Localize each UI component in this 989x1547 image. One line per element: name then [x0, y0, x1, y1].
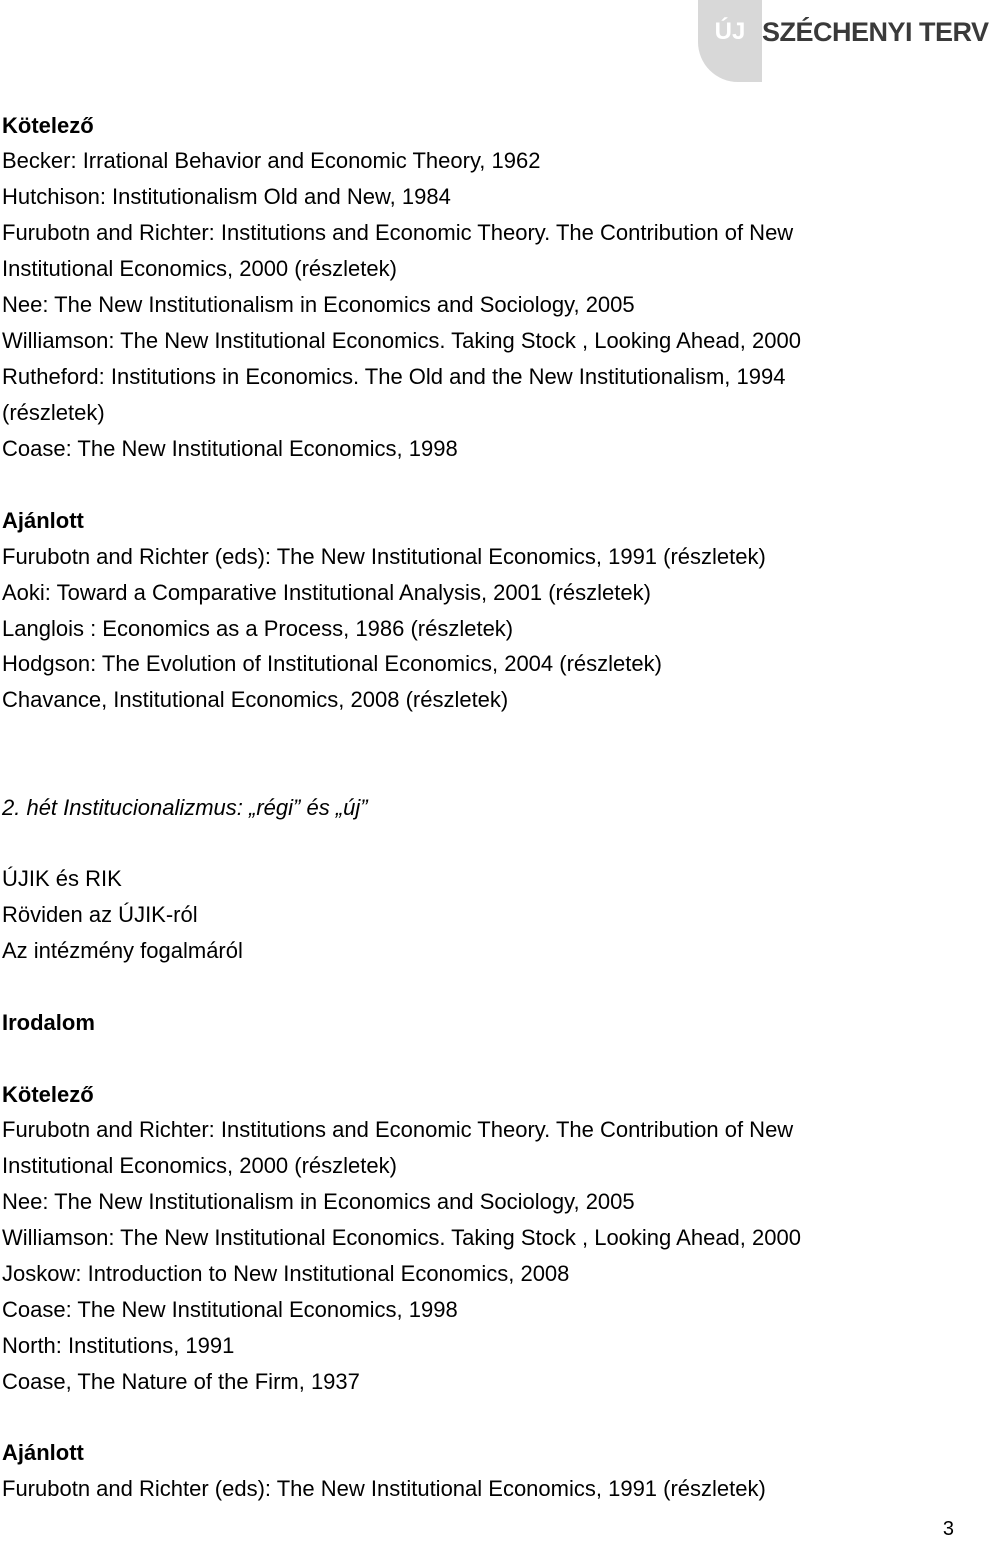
required-item: Furubotn and Richter: Institutions and Economic Theory. The Contribution of New	[2, 1117, 794, 1142]
required-item: Williamson: The New Institutional Economics. Taking Stock , Looking Ahead, 2000	[2, 1225, 801, 1250]
szechenyi-terv-logo	[698, 0, 989, 82]
topic-item: ÚJIK és RIK	[2, 866, 122, 891]
required-item: Coase: The New Institutional Economics, 1998	[2, 436, 458, 461]
recommended-item: Furubotn and Richter (eds): The New Institutional Economics, 1991 (részletek)	[2, 1476, 766, 1501]
topic-item: Röviden az ÚJIK-ról	[2, 902, 198, 927]
topic-item: Az intézmény fogalmáról	[2, 938, 243, 963]
logo-badge	[698, 0, 762, 82]
logo-text: SZÉCHENYI TERV	[762, 17, 989, 47]
required-item: Hutchison: Institutionalism Old and New, 1984	[2, 184, 451, 209]
recommended-item: Hodgson: The Evolution of Institutional Economics, 2004 (részletek)	[2, 651, 662, 676]
required-item: Nee: The New Institutionalism in Economics and Sociology, 2005	[2, 292, 635, 317]
logo-badge-text: ÚJ	[714, 18, 746, 45]
required-heading: Kötelező	[2, 113, 94, 138]
recommended-item: Furubotn and Richter (eds): The New Institutional Economics, 1991 (részletek)	[2, 544, 766, 569]
required-item: Joskow: Introduction to New Institutional Economics, 2008	[2, 1261, 570, 1286]
week-title: 2. hét Institucionalizmus: „régi” és „új”	[2, 795, 368, 820]
required-item: Coase: The New Institutional Economics, 1998	[2, 1297, 458, 1322]
required-item: Furubotn and Richter: Institutions and Economic Theory. The Contribution of New	[2, 220, 794, 245]
required-heading: Kötelező	[2, 1082, 94, 1107]
required-item: Rutheford: Institutions in Economics. The Old and the New Institutionalism, 1994	[2, 364, 786, 389]
required-item: (részletek)	[2, 400, 105, 425]
required-item: North: Institutions, 1991	[2, 1333, 235, 1358]
recommended-item: Langlois : Economics as a Process, 1986 (részletek)	[2, 616, 514, 641]
required-item: Becker: Irrational Behavior and Economic Theory, 1962	[2, 148, 541, 173]
page-number: 3	[942, 1518, 954, 1540]
required-item: Institutional Economics, 2000 (részletek)	[2, 1153, 397, 1178]
literature-heading: Irodalom	[2, 1010, 95, 1035]
required-item: Nee: The New Institutionalism in Economics and Sociology, 2005	[2, 1189, 635, 1214]
recommended-item: Aoki: Toward a Comparative Institutional Analysis, 2001 (részletek)	[2, 580, 651, 605]
required-item: Institutional Economics, 2000 (részletek)	[2, 256, 397, 281]
recommended-heading: Ajánlott	[2, 1440, 84, 1465]
recommended-item: Chavance, Institutional Economics, 2008 (részletek)	[2, 687, 509, 712]
recommended-heading: Ajánlott	[2, 508, 84, 533]
required-item: Williamson: The New Institutional Economics. Taking Stock , Looking Ahead, 2000	[2, 328, 801, 353]
required-item: Coase, The Nature of the Firm, 1937	[2, 1369, 360, 1394]
